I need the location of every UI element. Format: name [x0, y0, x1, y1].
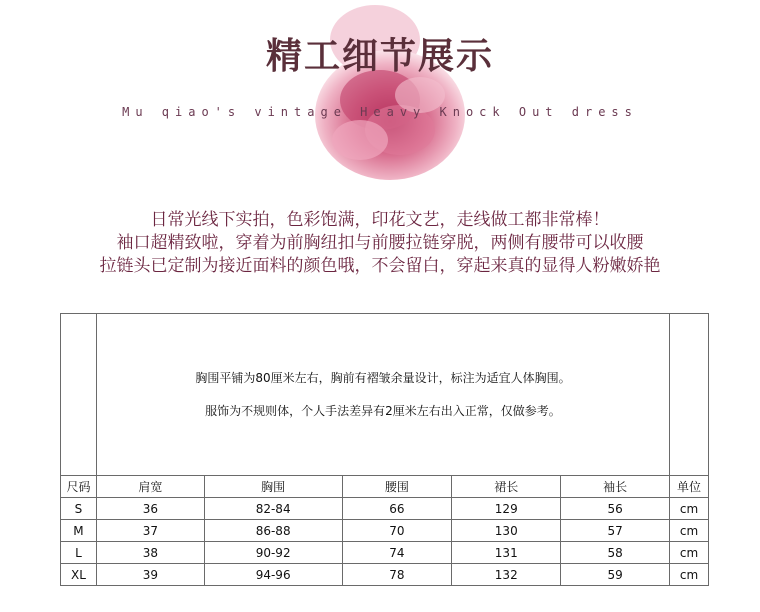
page-subtitle: Mu qiao's vintage Heavy Knock Out dress [122, 105, 638, 119]
table-cell: cm [669, 520, 708, 542]
table-cell: 74 [342, 542, 452, 564]
table-cell: 66 [342, 498, 452, 520]
description-line: 袖口超精致啦，穿着为前胸纽扣与前腰拉链穿脱，两侧有腰带可以收腰 [116, 233, 644, 253]
table-cell: L [61, 542, 97, 564]
header-cell: 尺码 [61, 476, 97, 498]
table-cell: 36 [96, 498, 204, 520]
table-cell: 131 [452, 542, 561, 564]
table-cell: XL [61, 564, 97, 586]
table-header-row [61, 476, 709, 498]
header-cell: 腰围 [342, 476, 452, 498]
table-cell: 82-84 [204, 498, 342, 520]
table-cell: cm [669, 542, 708, 564]
table-cell: cm [669, 564, 708, 586]
table-cell: 94-96 [204, 564, 342, 586]
note-right-cell [669, 314, 708, 476]
description-line: 拉链头已定制为接近面料的颜色哦，不会留白，穿起来真的显得人粉嫩娇艳 [99, 256, 661, 276]
table-cell: 90-92 [204, 542, 342, 564]
table-cell: 86-88 [204, 520, 342, 542]
table-row [61, 498, 709, 520]
table-cell: 56 [561, 498, 670, 520]
table-cell: 132 [452, 564, 561, 586]
table-cell: 59 [561, 564, 670, 586]
table-cell: S [61, 498, 97, 520]
size-note: 服饰为不规则体，个人手法差异有2厘米左右出入正常，仅做参考。 [205, 403, 561, 418]
table-cell: 58 [561, 542, 670, 564]
description-line: 日常光线下实拍，色彩饱满，印花文艺，走线做工都非常棒！ [150, 210, 610, 230]
header-cell: 胸围 [204, 476, 342, 498]
table-cell: 70 [342, 520, 452, 542]
table-cell: 130 [452, 520, 561, 542]
table-cell: 78 [342, 564, 452, 586]
table-cell: 129 [452, 498, 561, 520]
page-title: 精工细节展示 [265, 35, 494, 77]
note-left-cell [61, 314, 97, 476]
size-note: 胸围平铺为80厘米左右，胸前有褶皱余量设计，标注为适宜人体胸围。 [195, 370, 571, 385]
table-row [61, 542, 709, 564]
header-cell: 单位 [669, 476, 708, 498]
table-cell: cm [669, 498, 708, 520]
header-cell: 肩宽 [96, 476, 204, 498]
header-cell: 裙长 [452, 476, 561, 498]
header-cell: 袖长 [561, 476, 670, 498]
product-description [0, 209, 760, 278]
table-row [61, 520, 709, 542]
table-cell: M [61, 520, 97, 542]
table-cell: 37 [96, 520, 204, 542]
size-table [60, 313, 709, 586]
table-cell: 57 [561, 520, 670, 542]
table-cell: 39 [96, 564, 204, 586]
size-notes [96, 314, 669, 476]
table-row [61, 564, 709, 586]
table-cell: 38 [96, 542, 204, 564]
